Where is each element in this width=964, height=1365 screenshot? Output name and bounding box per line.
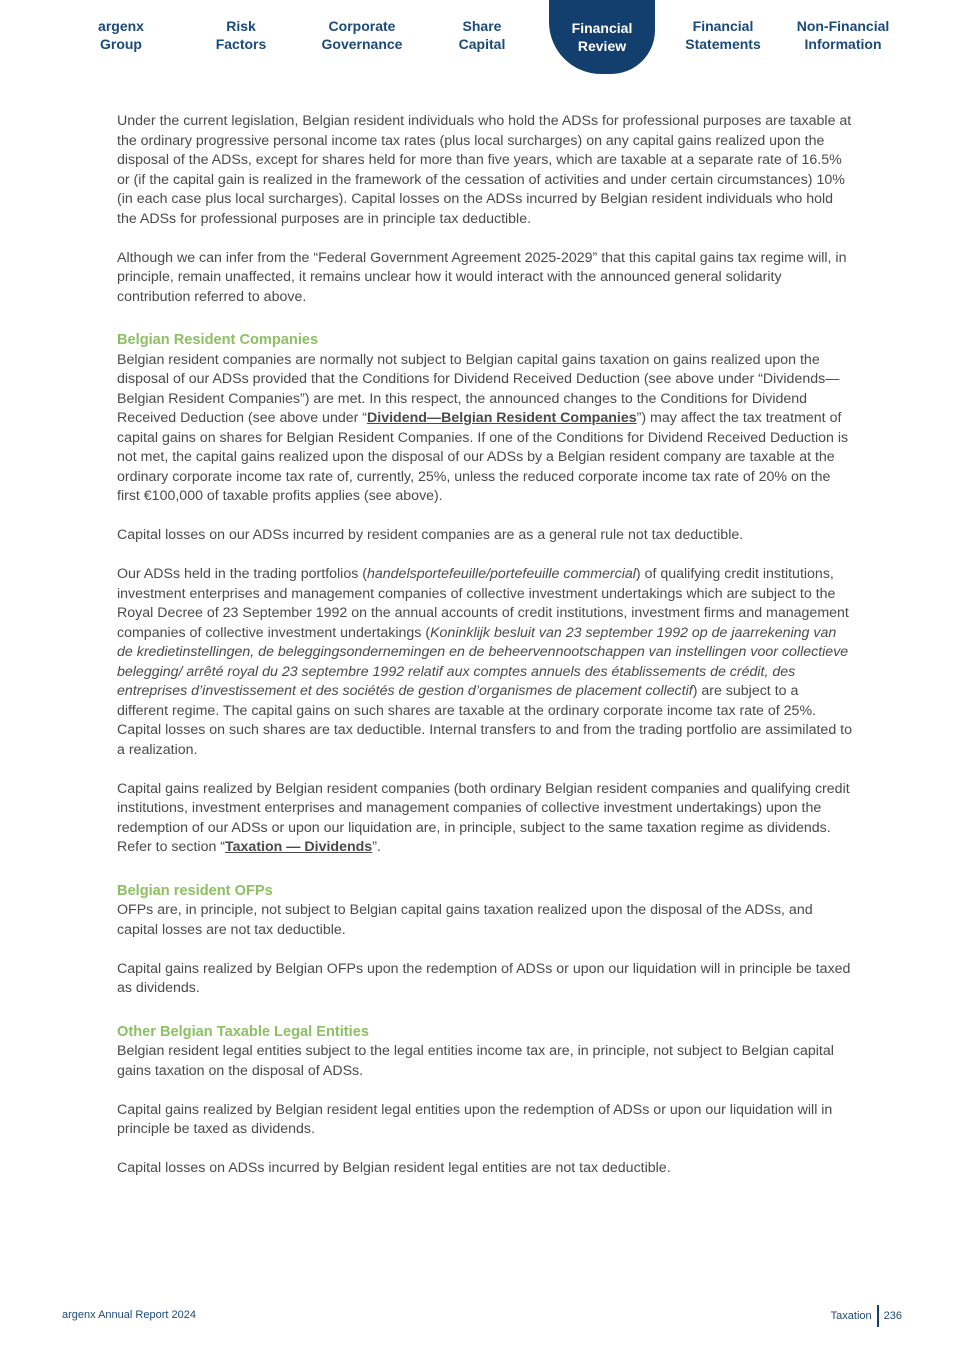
italic-citation: Koninklijk besluit van 23 september 1992 op de jaarrekening van de kredietinstellingen, de beleggingsondernemingen en de beheervennootschappen van instellingen voor collectieve belegging/ arrêté royal du 23 septembre 1992 relatif aux comptes annuels des établissements de crédit, des entreprises d’investissement et des sociétés de gestion d’organismes de placement collectif: [117, 624, 849, 699]
italic-term: handelsportefeuille/portefeuille commercial: [367, 566, 636, 582]
text-span: Our ADSs held in the trading portfolios (: [117, 566, 367, 582]
nav-financial-review[interactable]: Financial Review: [549, 0, 655, 74]
paragraph: OFPs are, in principle, not subject to Belgian capital gains taxation realized upon the disposal of the ADSs, and capital losses are not tax deductible.: [117, 902, 813, 938]
footer-section-name: Taxation: [830, 1310, 872, 1322]
paragraph: [117, 780, 852, 858]
nav-corporate-governance[interactable]: Corporate Governance: [321, 18, 403, 52]
text-span: ”.: [372, 839, 381, 855]
footer-page-info: [831, 1305, 902, 1327]
text-span: ) of qualifying credit institutions, investment enterprises and management companies of collective investment undertakings which are subject to the Royal Decree of 23 September 1992 on the annual accounts of credit institutions, investment firms and management companies of collective investment undertakings (: [117, 566, 849, 641]
paragraph: Capital losses on our ADSs incurred by resident companies are as a general rule not tax deductible.: [117, 527, 744, 543]
text-span: Belgian resident companies are normally not subject to Belgian capital gains taxation on gains realized upon the disposal of our ADSs provided that the Conditions for Dividend Received Deduction (see above under “Dividends—Belgian Resident Companies”) are met. In this respect, the announced changes to the Conditions for Dividend Received Deduction (see above under “: [117, 351, 840, 426]
paragraph: Capital gains realized by Belgian OFPs upon the redemption of ADSs or upon our liquidation will in principle be taxed as dividends.: [117, 960, 851, 996]
paragraph: [117, 351, 852, 507]
main-content: [117, 112, 852, 1198]
top-navigation: [0, 0, 964, 80]
nav-non-financial-information[interactable]: Non-Financial Information: [796, 18, 890, 52]
footer-divider: [877, 1305, 879, 1327]
section-heading-belgian-resident-ofps: Belgian resident OFPs: [117, 882, 273, 899]
page-number: 236: [883, 1310, 902, 1322]
link-dividend-belgian-resident-companies[interactable]: Dividend—Belgian Resident Companies: [367, 410, 637, 426]
section-heading-other-belgian-taxable-legal-entities: Other Belgian Taxable Legal Entities: [117, 1023, 369, 1040]
paragraph: Although we can infer from the “Federal Government Agreement 2025-2029” that this capital gains tax regime will, in principle, remain unaffected, it remains unclear how it would interact with the announced general solidarity contribution referred to above.: [117, 249, 847, 305]
link-taxation-dividends[interactable]: Taxation — Dividends: [225, 839, 373, 855]
nav-argenx-group[interactable]: argenx Group: [98, 18, 144, 52]
nav-financial-statements[interactable]: Financial Statements: [685, 18, 761, 52]
paragraph: Belgian resident legal entities subject to the legal entities income tax are, in principle, not subject to Belgian capital gains taxation on the disposal of ADSs.: [117, 1043, 834, 1079]
paragraph: Capital losses on ADSs incurred by Belgian resident legal entities are not tax deductible.: [117, 1160, 671, 1176]
nav-risk-factors[interactable]: Risk Factors: [215, 18, 267, 52]
text-span: ) are subject to a different regime. The capital gains on such shares are taxable at the ordinary corporate income tax rate of 25%. Capital losses on such shares are tax deductible. Internal transfers to and from the trading portfolio are assimilated to a realization.: [117, 683, 852, 758]
section-heading-belgian-resident-companies: Belgian Resident Companies: [117, 332, 319, 348]
text-span: Capital gains realized by Belgian resident companies (both ordinary Belgian resident companies and qualifying credit institutions, investment enterprises and management companies of collective investment undertakings) upon the redemption of our ADSs or upon our liquidation are, in principle, subject to the same taxation regime as dividends. Refer to section “: [117, 780, 850, 855]
footer-report-title: argenx Annual Report 2024: [62, 1309, 196, 1321]
nav-share-capital[interactable]: Share Capital: [458, 18, 506, 52]
paragraph: Under the current legislation, Belgian resident individuals who hold the ADSs for professional purposes are taxable at the ordinary progressive personal income tax rates (plus local surcharges) on any capital gains realized upon the disposal of the ADSs, except for shares held for more than five years, which are taxable at a separate rate of 16.5% or (if the capital gain is realized in the framework of the cessation of activities and under certain circumstances) 10% (in each case plus local surcharges). Capital losses on the ADSs incurred by Belgian resident individuals who hold the ADSs for professional purposes are in principle tax deductible.: [117, 113, 852, 227]
paragraph: [117, 565, 852, 760]
paragraph: Capital gains realized by Belgian resident legal entities upon the redemption of ADSs or upon our liquidation will in principle be taxed as dividends.: [117, 1101, 833, 1137]
text-span: ”) may affect the tax treatment of capital gains on shares for Belgian Resident Companies. If one of the Conditions for Dividend Received Deduction is not met, the capital gains realized upon the disposal of our ADSs by a Belgian resident company are taxable at the ordinary corporate income tax rate of, currently, 25%, unless the reduced corporate income tax rate of 20% on the first €100,000 of taxable profits applies (see above).: [117, 410, 849, 504]
